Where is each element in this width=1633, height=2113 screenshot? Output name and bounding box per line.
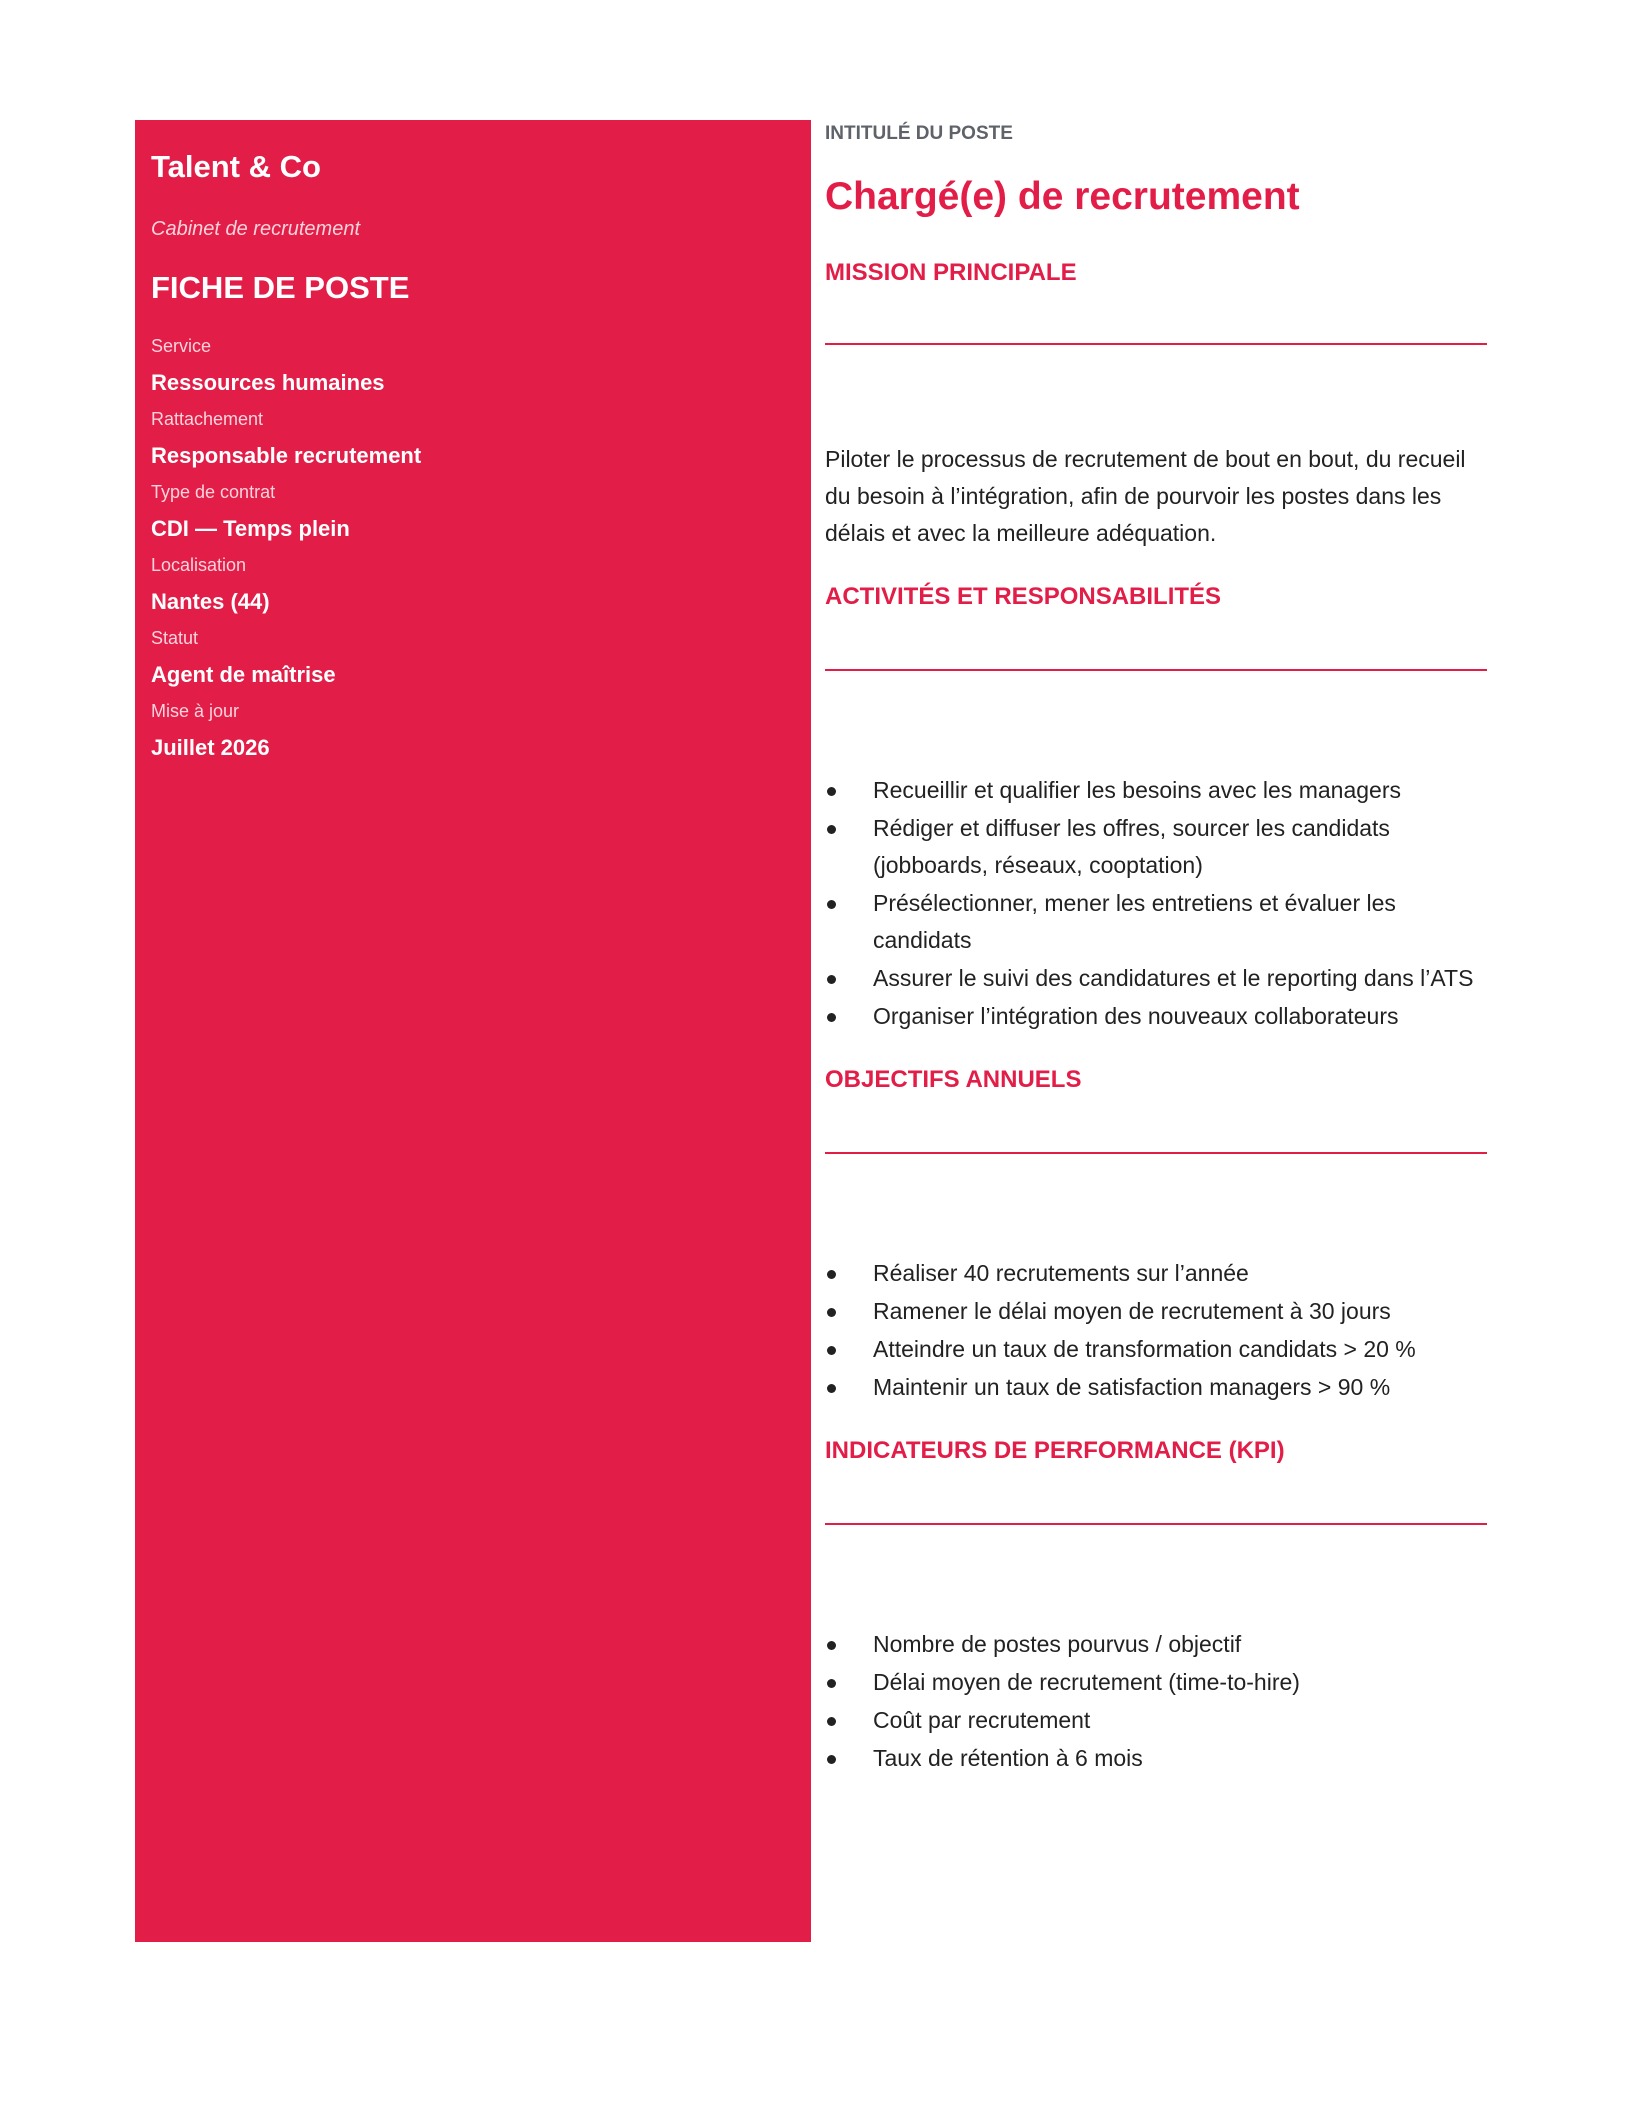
list-item (825, 1626, 1487, 1663)
section-divider (825, 1523, 1487, 1525)
company-name: Talent & Co (151, 149, 321, 184)
job-details-list (151, 336, 795, 762)
list-item (825, 998, 1487, 1035)
section-divider (825, 1152, 1487, 1154)
list-item-text: Taux de rétention à 6 mois (873, 1744, 1143, 1771)
field-label: Mise à jour (151, 701, 240, 722)
bullet-icon (827, 1270, 836, 1279)
list-item (825, 960, 1487, 997)
list-item-text: Assurer le suivi des candidatures et le reporting dans l’ATS (873, 965, 1474, 992)
section-heading-objectives: OBJECTIFS ANNUELS (825, 1066, 1082, 1094)
field-value: CDI — Temps plein (151, 516, 350, 542)
activities-list (825, 772, 1487, 1035)
field-label: Localisation (151, 555, 247, 576)
section-divider (825, 669, 1487, 671)
field-value: Responsable recrutement (151, 443, 422, 469)
list-item (825, 1369, 1487, 1406)
list-item (825, 1702, 1487, 1739)
list-item (825, 1331, 1487, 1368)
bullet-icon (827, 787, 836, 796)
section-divider (825, 343, 1487, 345)
sidebar-panel (135, 120, 811, 1942)
bullet-icon (827, 825, 836, 834)
field-value: Nantes (44) (151, 589, 270, 615)
field-location (151, 555, 795, 616)
bullet-icon (827, 1308, 836, 1317)
bullet-icon (827, 1384, 836, 1393)
mission-text: Piloter le processus de recrutement de bout en bout, du recueil du besoin à l’intégration, afin de pourvoir les postes dans les délais et avec la meilleure adéquation. (825, 446, 1466, 547)
list-item-text: Organiser l’intégration des nouveaux collaborateurs (873, 1003, 1399, 1030)
field-label: Service (151, 336, 212, 357)
section-heading-mission: MISSION PRINCIPALE (825, 258, 1077, 286)
field-label: Rattachement (151, 409, 264, 430)
list-item (825, 1293, 1487, 1330)
list-item-text: Délai moyen de recrutement (time-to-hire) (873, 1668, 1300, 1695)
section-heading-kpi: INDICATEURS DE PERFORMANCE (KPI) (825, 1436, 1285, 1464)
bullet-icon (827, 1641, 836, 1650)
list-item-text: Recueillir et qualifier les besoins avec les managers (873, 777, 1401, 804)
field-status (151, 628, 795, 689)
list-item (825, 772, 1487, 809)
field-value: Ressources humaines (151, 370, 385, 396)
field-value: Agent de maîtrise (151, 662, 336, 688)
job-title: Chargé(e) de recrutement (825, 174, 1300, 218)
bullet-icon (827, 975, 836, 984)
company-tagline: Cabinet de recrutement (151, 218, 361, 241)
bullet-icon (827, 900, 836, 909)
bullet-icon (827, 1717, 836, 1726)
field-service (151, 336, 795, 397)
field-updated (151, 701, 795, 762)
bullet-icon (827, 1346, 836, 1355)
list-item (825, 1664, 1487, 1701)
bullet-icon (827, 1013, 836, 1022)
section-heading-activities: ACTIVITÉS ET RESPONSABILITÉS (825, 583, 1222, 611)
objectives-list (825, 1255, 1487, 1406)
list-item (825, 1740, 1487, 1777)
bullet-icon (827, 1679, 836, 1688)
field-label: Statut (151, 628, 199, 649)
field-value: Juillet 2026 (151, 735, 270, 761)
list-item-text: Rédiger et diffuser les offres, sourcer les candidats (jobboards, réseaux, cooptation) (873, 815, 1390, 879)
field-label: Type de contrat (151, 482, 276, 503)
list-item-text: Atteindre un taux de transformation candidats > 20 % (873, 1335, 1416, 1362)
list-item-text: Réaliser 40 recrutements sur l’année (873, 1259, 1249, 1286)
document-type-title: FICHE DE POSTE (151, 270, 410, 306)
list-item (825, 810, 1487, 884)
field-reporting (151, 409, 795, 470)
list-item-text: Présélectionner, mener les entretiens et évaluer les candidats (873, 890, 1396, 954)
list-item-text: Ramener le délai moyen de recrutement à 30 jours (873, 1297, 1391, 1324)
main-content (825, 120, 1487, 1778)
kpi-list (825, 1626, 1487, 1777)
list-item (825, 1255, 1487, 1292)
list-item (825, 885, 1487, 959)
bullet-icon (827, 1755, 836, 1764)
list-item-text: Nombre de postes pourvus / objectif (873, 1630, 1242, 1657)
field-contract-type (151, 482, 795, 543)
list-item-text: Maintenir un taux de satisfaction managers > 90 % (873, 1373, 1391, 1400)
job-title-overline: INTITULÉ DU POSTE (825, 123, 1013, 144)
list-item-text: Coût par recrutement (873, 1706, 1091, 1733)
